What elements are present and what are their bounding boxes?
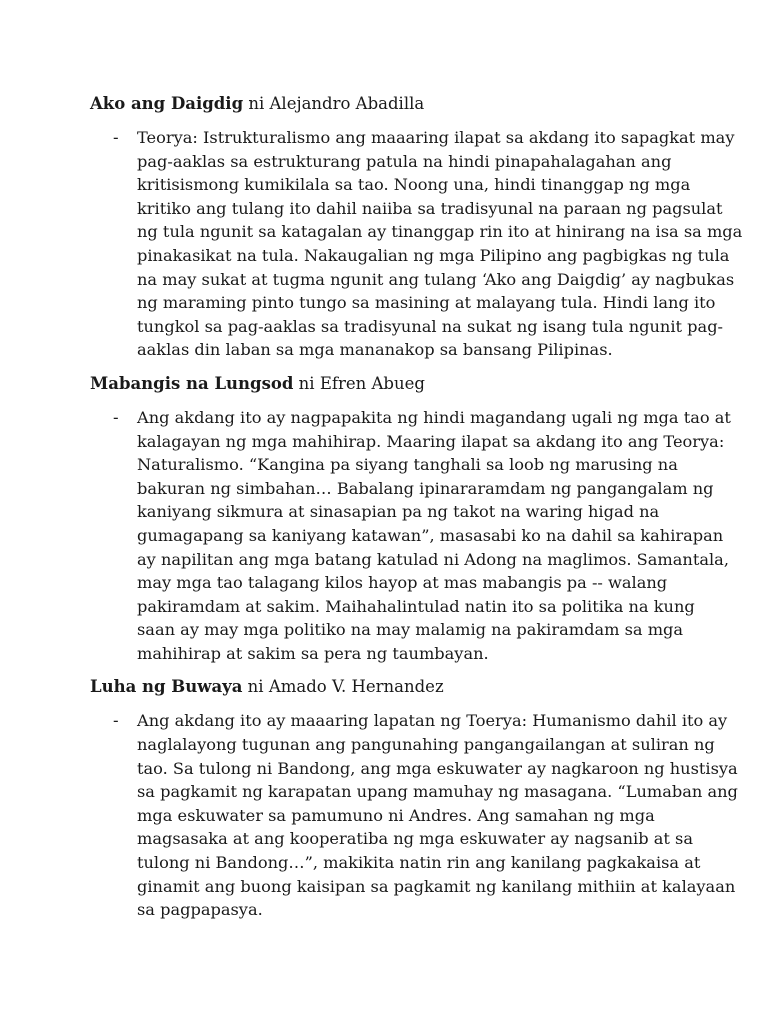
section-ako-ang-daigdig bbox=[90, 92, 743, 362]
paragraph-line: ay napilitan ang mga batang katulad ni Adong na maglimos. Samantala, bbox=[137, 549, 729, 569]
paragraph-line: Ang akdang ito ay nagpapakita ng hindi magandang ugali ng mga tao at bbox=[137, 407, 731, 427]
paragraph-line: may mga tao talagang kilos hayop at mas mabangis pa -- walang bbox=[137, 573, 668, 593]
paragraph-line: ng maraming pinto tungo sa masining at malayang tula. Hindi lang ito bbox=[137, 293, 716, 313]
work-title: Ako ang Daigdig bbox=[90, 94, 244, 113]
paragraph-line: Naturalismo. “Kangina pa siyang tanghali sa loob ng marusing na bbox=[137, 455, 678, 475]
bullet-item bbox=[90, 126, 743, 362]
dash-bullet: - bbox=[113, 128, 119, 147]
paragraph-line: mahihirap at sakim sa pera ng taumbayan. bbox=[137, 643, 489, 663]
paragraph-line: sa pagkamit ng karapatan upang mamuhay ng masagana. “Lumaban ang bbox=[137, 782, 738, 802]
paragraph-line: aaklas din laban sa mga mananakop sa bansang Pilipinas. bbox=[137, 340, 613, 360]
work-title: Luha ng Buwaya bbox=[90, 677, 243, 697]
bullet-item bbox=[90, 709, 738, 921]
paragraph-line: magsasaka at ang kooperatiba ng mga eskuwater ay nagsanib at sa bbox=[137, 829, 693, 849]
dash-bullet: - bbox=[113, 711, 119, 731]
section-heading bbox=[90, 92, 690, 116]
section-heading bbox=[90, 675, 690, 699]
paragraph-line: ng tula ngunit sa katagalan ay tinanggap rin ito at hinirang na isa sa mga bbox=[137, 222, 743, 242]
paragraph-line: gumagapang sa kaniyang katawan”, masasabi ko na dahil sa kahirapan bbox=[137, 525, 724, 545]
analysis-paragraph bbox=[137, 709, 738, 921]
paragraph-line: ginamit ang buong kaisipan sa pagkamit ng kanilang mithiin at kalayaan bbox=[137, 876, 736, 896]
paragraph-line: Ang akdang ito ay maaaring lapatan ng Toerya: Humanismo dahil ito ay bbox=[137, 711, 728, 731]
analysis-paragraph bbox=[137, 126, 742, 362]
paragraph-line: naglalayong tugunan ang pangunahing pangangailangan at suliran ng bbox=[137, 735, 715, 755]
author-byline: ni Alejandro Abadilla bbox=[243, 94, 425, 113]
section-heading bbox=[90, 372, 690, 396]
dash-bullet: - bbox=[113, 407, 119, 427]
paragraph-line: kaniyang sikmura at sinasapian pa ng takot na waring higad na bbox=[137, 502, 660, 522]
paragraph-line: kritisismong kumikilala sa tao. Noong una, hindi tinanggap ng mga bbox=[137, 175, 691, 195]
paragraph-line: kritiko ang tulang ito dahil naiiba sa tradisyunal na paraan ng pagsulat bbox=[137, 198, 723, 218]
paragraph-line: mga eskuwater sa pamumuno ni Andres. Ang samahan ng mga bbox=[137, 805, 655, 825]
paragraph-line: na may sukat at tugma ngunit ang tulang ‘Ako ang Daigdig’ ay nagbukas bbox=[137, 269, 735, 289]
paragraph-line: tulong ni Bandong…”, makikita natin rin ang kanilang pagkakaisa at bbox=[137, 853, 701, 873]
paragraph-line: tao. Sa tulong ni Bandong, ang mga eskuwater ay nagkaroon ng hustisya bbox=[137, 758, 738, 778]
author-byline: ni Amado V. Hernandez bbox=[242, 677, 444, 697]
paragraph-line: kalagayan ng mga mahihirap. Maaring ilapat sa akdang ito ang Teorya: bbox=[137, 431, 725, 451]
analysis-paragraph bbox=[137, 406, 731, 666]
paragraph-line: bakuran ng simbahan… Babalang ipinararamdam ng pangangalam ng bbox=[137, 478, 714, 498]
author-byline: ni Efren Abueg bbox=[293, 373, 425, 393]
paragraph-line: pinakasikat na tula. Nakaugalian ng mga Pilipino ang pagbigkas ng tula bbox=[137, 245, 730, 265]
paragraph-line: pag-aaklas sa estrukturang patula na hindi pinapahalagahan ang bbox=[137, 151, 672, 171]
section-mabangis-na-lungsod bbox=[90, 372, 731, 666]
paragraph-line: saan ay may mga politiko na may malamig na pakiramdam sa mga bbox=[137, 620, 684, 640]
paragraph-line: pakiramdam at sakim. Maihahalintulad natin ito sa politika na kung bbox=[137, 596, 695, 616]
paragraph-line: sa pagpapasya. bbox=[137, 900, 263, 920]
paragraph-line: tungkol sa pag-aaklas sa tradisyunal na sukat ng isang tula ngunit pag- bbox=[137, 316, 724, 336]
section-luha-ng-buwaya bbox=[90, 675, 738, 921]
paragraph-line: Teorya: Istrukturalismo ang maaaring ilapat sa akdang ito sapagkat may bbox=[137, 128, 735, 147]
bullet-item bbox=[90, 406, 731, 666]
document-page bbox=[90, 92, 743, 932]
work-title: Mabangis na Lungsod bbox=[90, 373, 294, 393]
